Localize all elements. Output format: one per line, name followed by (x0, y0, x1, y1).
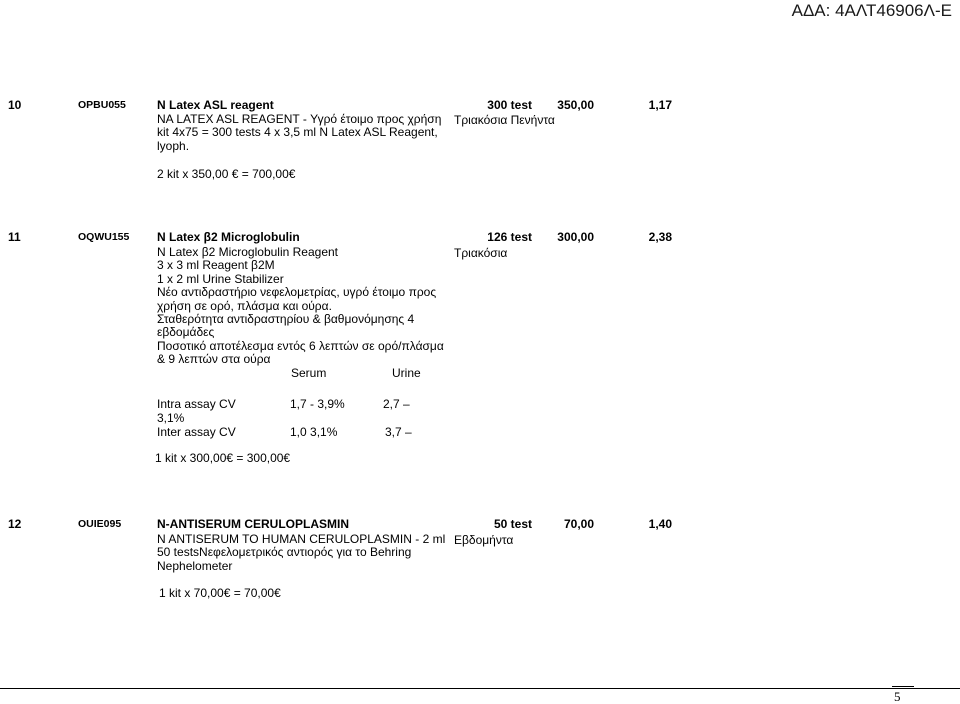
urine-column-header: Urine (392, 366, 421, 380)
item-number: 12 (8, 517, 22, 531)
description-line: N Latex β2 Microglobulin Reagent (157, 245, 339, 259)
description-line: N ANTISERUM TO HUMAN CERULOPLASMIN - 2 ml (157, 532, 446, 546)
intra-assay-serum: 1,7 - 3,9% (290, 397, 345, 411)
item-total: 1 kit x 300,00€ = 300,00€ (155, 451, 291, 465)
item-number: 10 (8, 98, 22, 112)
item-name: N Latex β2 Microglobulin (157, 230, 300, 244)
serum-column-header: Serum (291, 366, 327, 380)
inter-assay-label: Inter assay CV (157, 425, 236, 439)
item-quantity: 50 test (493, 517, 532, 531)
item-name: N-ANTISERUM CERULOPLASMIN (157, 517, 349, 531)
page-number-rule (892, 686, 914, 687)
intra-assay-label: Intra assay CV (157, 397, 236, 411)
description-line: 1 x 2 ml Urine Stabilizer (157, 271, 284, 286)
item-name: N Latex ASL reagent (157, 98, 274, 112)
description-line: 3 x 3 ml Reagent β2M (157, 258, 275, 273)
description-line: Nephelometer (157, 558, 233, 573)
item-price: 300,00 (557, 230, 594, 244)
description-line: χρήση σε ορό, πλάσμα και ούρα. (157, 298, 332, 313)
item-number: 11 (8, 230, 21, 244)
item-description (157, 113, 441, 153)
item-total: 2 kit x 350,00 € = 700,00€ (157, 167, 296, 181)
item-quantity: 300 test (487, 98, 532, 112)
intra-assay-urine-wrap: 3,1% (157, 411, 185, 425)
page-number: 5 (894, 689, 901, 704)
description-line: Ποσοτικό αποτέλεσμα εντός 6 λεπτών σε ορό/πλάσμα (157, 338, 444, 353)
description-line: kit 4x75 = 300 tests 4 x 3,5 ml N Latex ASL Reagent, (157, 125, 438, 140)
price-in-words: Τριακόσια (454, 246, 508, 260)
item-code: OQWU155 (78, 231, 130, 243)
description-line: & 9 λεπτών στα ούρα (157, 352, 271, 367)
description-line: Σταθερότητα αντιδραστηρίου & βαθμονόμησης 4 (157, 312, 415, 327)
item-code: OUIE095 (78, 518, 122, 530)
item-quantity: 126 test (487, 230, 532, 244)
price-in-words: Εβδομήντα (454, 533, 514, 547)
item-price: 70,00 (563, 517, 594, 531)
inter-assay-serum: 1,0 3,1% (290, 425, 338, 439)
description-line: εβδομάδες (157, 325, 215, 340)
item-total: 1 kit x 70,00€ = 70,00€ (159, 586, 281, 600)
item-description (157, 246, 444, 367)
description-line: lyoph. (157, 138, 190, 153)
item-percentage: 2,38 (648, 230, 672, 244)
description-line: Νέο αντιδραστήριο νεφελομετρίας, υγρό έτοιμο προς (157, 285, 437, 300)
item-description (157, 533, 445, 573)
item-percentage: 1,40 (648, 517, 672, 531)
item-price: 350,00 (557, 98, 594, 112)
document-id: ΑΔΑ: 4ΑΛΤ46906Λ-Ε (791, 1, 952, 20)
price-in-words: Τριακόσια Πενήντα (454, 113, 555, 127)
item-code: OPBU055 (78, 99, 126, 111)
description-line: NA LATEX ASL REAGENT - Υγρό έτοιμο προς χρήση (157, 112, 442, 126)
item-percentage: 1,17 (648, 98, 672, 112)
footer-divider (0, 688, 960, 689)
description-line: 50 testsΝεφελομετρικός αντιορός για το Behring (157, 545, 412, 560)
intra-assay-urine: 2,7 – (383, 397, 410, 411)
inter-assay-urine: 3,7 – (385, 425, 412, 439)
